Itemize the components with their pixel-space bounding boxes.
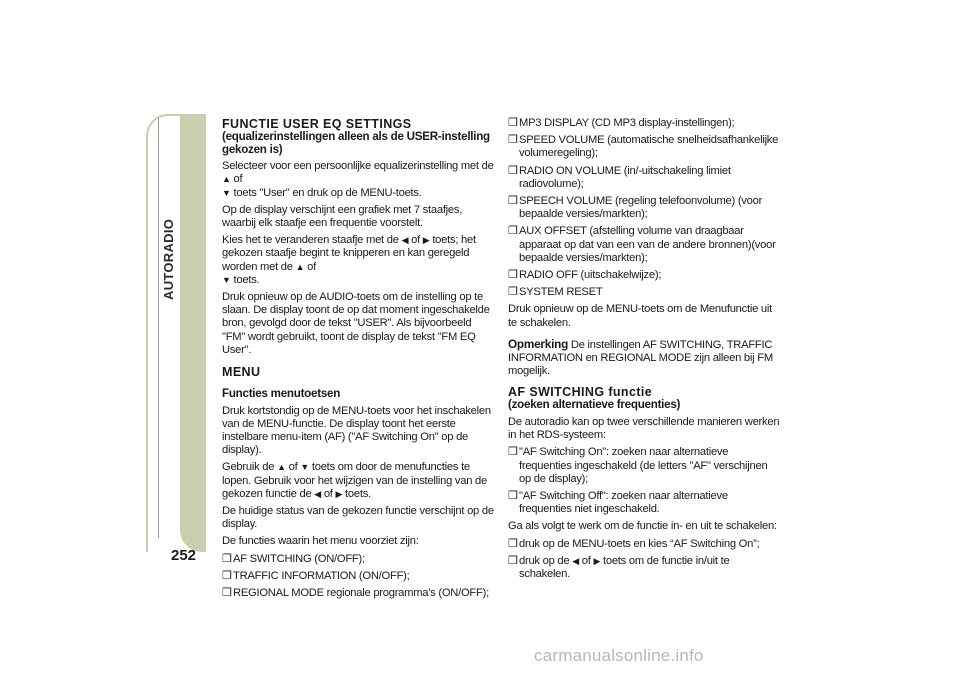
list-item: [508, 286, 780, 299]
checkbox-bullet-icon: ❒: [508, 134, 518, 147]
paragraph: Op de display verschijnt een grafiek met 7 staafjes, waarbij elk staafje een frequentie voorstelt.: [222, 203, 463, 229]
list-item: [508, 134, 780, 160]
text: MP3 DISPLAY (CD MP3 display-instellingen);: [519, 117, 735, 129]
right-arrow-icon: ▶: [593, 555, 601, 566]
subheading-menu-keys: Functies menutoetsen: [222, 387, 341, 401]
text: druk op de: [519, 554, 570, 567]
text: toets; het gekozen staafje begint te knipperen en kan geregeld worden met de: [222, 234, 476, 273]
list-item: [508, 538, 780, 551]
list-item: [222, 553, 497, 566]
text: of: [411, 234, 420, 247]
checkbox-bullet-icon: ❒: [508, 286, 518, 299]
paragraph: [222, 461, 497, 501]
left-arrow-icon: ◀: [401, 235, 409, 246]
down-arrow-icon: ▼: [222, 187, 231, 198]
checkbox-bullet-icon: ❒: [508, 195, 518, 208]
text: druk op de MENU-toets en kies “AF Switching On”;: [519, 537, 760, 550]
heading-menu: MENU: [222, 365, 261, 380]
left-arrow-icon: ◀: [314, 488, 321, 499]
text: of: [581, 554, 591, 567]
list-item: [508, 446, 780, 486]
checkbox-bullet-icon: ❒: [508, 164, 518, 177]
text: SPEECH VOLUME (regeling telefoonvolume) (voor bepaalde versies/markten);: [519, 195, 763, 221]
note: [508, 338, 780, 379]
text: REGIONAL MODE regionale programma's (ON/OFF);: [233, 587, 489, 600]
down-arrow-icon: ▼: [300, 462, 309, 473]
list-item: [508, 117, 780, 130]
text: Kies het te veranderen staafje met de: [222, 234, 399, 247]
list-item: [508, 165, 780, 191]
left-column: [222, 118, 497, 604]
list-item: [508, 555, 780, 581]
checkbox-bullet-icon: ❒: [222, 587, 232, 600]
down-arrow-icon: ▼: [222, 274, 231, 285]
left-arrow-icon: ◀: [572, 555, 579, 566]
list-item: [508, 269, 780, 282]
subheading-af-switching: (zoeken alternatieve frequenties): [508, 398, 681, 412]
text: toets.: [233, 273, 260, 286]
section-tab: [180, 114, 206, 552]
subheading-user-eq: (equalizerinstellingen alleen als de USER-instelling gekozen is): [222, 130, 490, 156]
paragraph: De functies waarin het menu voorziet zijn:: [222, 535, 419, 548]
text: AUX OFFSET (afstelling volume van draagbaar apparaat op dat van een van de andere bronnen)(voor bepaalde versies/markten);: [519, 225, 776, 264]
page-number: 252: [171, 547, 197, 564]
text: of: [288, 461, 298, 474]
text: of: [233, 173, 243, 186]
watermark: carmanualsonline.info: [534, 646, 704, 665]
checkbox-bullet-icon: ❒: [508, 269, 518, 282]
text: SPEED VOLUME (automatische snelheidsafhankelijke volumeregeling);: [519, 134, 779, 160]
text: toets om door de menufuncties te lopen. Gebruik voor het wijzigen van de instelling van de gekozen functie de: [222, 461, 487, 500]
text: RADIO OFF (uitschakelwijze);: [519, 269, 662, 282]
heading-user-eq: FUNCTIE USER EQ SETTINGS: [222, 117, 412, 131]
list-item: [222, 587, 497, 600]
checkbox-bullet-icon: ❒: [508, 554, 518, 567]
text: of: [323, 487, 333, 500]
text: RADIO ON VOLUME (in/-uitschakeling limiet radiovolume);: [519, 164, 731, 190]
text: De instellingen AF SWITCHING, TRAFFIC INFORMATION en REGIONAL MODE zijn alleen bij FM mogelijk.: [508, 338, 773, 378]
margin-rule: [158, 118, 159, 538]
checkbox-bullet-icon: ❒: [222, 569, 232, 582]
text: toets om de functie in/uit te schakelen.: [519, 554, 730, 581]
checkbox-bullet-icon: ❒: [222, 552, 232, 565]
paragraph: De autoradio kan op twee verschillende manieren werken in het RDS-systeem:: [508, 416, 780, 442]
right-arrow-icon: ▶: [335, 488, 343, 499]
checkbox-bullet-icon: ❒: [508, 225, 518, 238]
section-label: AUTORADIO: [161, 218, 176, 300]
list-item: [508, 490, 780, 516]
text: of: [307, 260, 316, 273]
text: "AF Switching On": zoeken naar alternatieve frequenties ingeschakeld (de letters "AF" verschijnen op de display);: [519, 446, 768, 485]
text: Selecteer voor een persoonlijke equalizerinstelling met de: [222, 160, 494, 173]
paragraph: [222, 160, 497, 200]
text: SYSTEM RESET: [519, 286, 603, 299]
text: Gebruik de: [222, 461, 275, 474]
up-arrow-icon: ▲: [222, 174, 231, 185]
text: "AF Switching Off": zoeken naar alternatieve frequenties niet ingeschakeld.: [519, 490, 728, 516]
checkbox-bullet-icon: ❒: [508, 490, 518, 503]
checkbox-bullet-icon: ❒: [508, 446, 518, 459]
paragraph: Druk kortstondig op de MENU-toets voor het inschakelen van de MENU-functie. De display toont het eerste instelbare menu-item (AF) ("AF Switching On" op de display).: [222, 404, 491, 457]
paragraph: Druk opnieuw op de MENU-toets om de Menufunctie uit te schakelen.: [508, 303, 772, 329]
note-label: Opmerking: [508, 336, 569, 351]
list-item: [508, 195, 780, 221]
checkbox-bullet-icon: ❒: [508, 117, 518, 129]
text: toets.: [345, 487, 371, 500]
text: AF SWITCHING (ON/OFF);: [233, 552, 365, 565]
up-arrow-icon: ▲: [295, 261, 305, 272]
section-tab-frame: [146, 114, 180, 552]
heading-af-switching: AF SWITCHING functie: [508, 385, 653, 400]
list-item: [508, 225, 780, 265]
paragraph: De huidige status van de gekozen functie verschijnt op de display.: [222, 505, 494, 531]
paragraph: [222, 234, 497, 287]
list-item: [222, 570, 497, 583]
up-arrow-icon: ▲: [277, 462, 286, 473]
text: toets "User" en druk op de MENU-toets.: [233, 186, 422, 199]
text: TRAFFIC INFORMATION (ON/OFF);: [233, 569, 410, 582]
right-column: [508, 117, 780, 585]
checkbox-bullet-icon: ❒: [508, 537, 518, 550]
right-arrow-icon: ▶: [422, 235, 430, 246]
paragraph: Ga als volgt te werk om de functie in- en uit te schakelen:: [508, 520, 777, 533]
paragraph: Druk opnieuw op de AUDIO-toets om de instelling op te slaan. De display toont de op dat moment ingeschakelde bron, gevolgd door de tekst "USER". Als bijvoorbeeld "FM" wordt gebruikt, toont de display de tekst "FM EQ User".: [222, 291, 490, 356]
